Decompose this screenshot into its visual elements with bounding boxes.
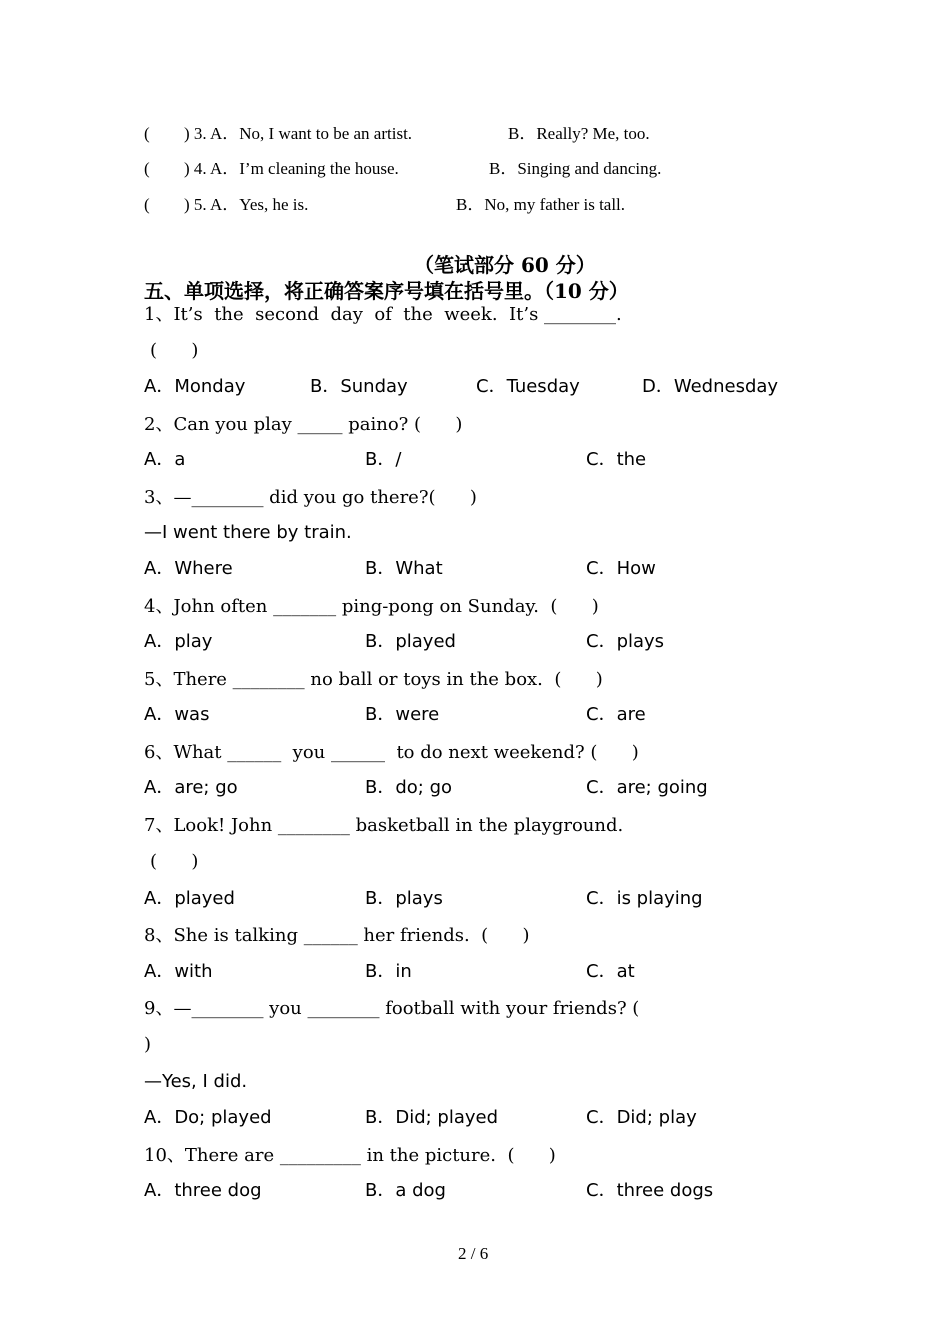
question-10-option-c: C．three dogs [586,1180,714,1201]
question-2-option-c: C．the [586,449,647,470]
question-1-option-b: B．Sunday [310,376,408,397]
question-3-text: 3、—________ did you go there?( ) [144,487,477,508]
written-part-title: （笔试部分 60 分） [414,253,596,277]
question-4-text: 4、John often _______ ping-pong on Sunday. ( ) [144,596,599,617]
question-7-text: 7、Look! John ________ basketball in the playground. [144,815,624,836]
page-number: 2 / 6 [458,1244,489,1263]
listening-q5-option-a: ) 5. A．Yes, he is. [184,195,309,214]
listening-q3-option-a: ) 3. A．No, I want to be an artist. [184,124,413,143]
question-3-reply: —I went there by train. [144,522,352,543]
listening-q5-paren: ( [144,195,150,214]
question-8-option-c: C．at [586,961,635,982]
question-5-option-c: C．are [586,704,646,725]
listening-q4-paren: ( [144,159,150,178]
question-3-option-b: B．What [365,558,443,579]
question-6-option-b: B．do; go [365,777,453,798]
question-10-option-b: B．a dog [365,1180,446,1201]
question-2-text: 2、Can you play _____ paino? ( ) [144,414,463,435]
question-6-option-a: A．are; go [144,777,238,798]
question-7-option-a: A．played [144,888,235,909]
question-9-paren-close: ) [144,1034,152,1055]
question-6-text: 6、What ______ you ______ to do next weekend? ( ) [144,742,639,763]
listening-q3-paren: ( [144,124,150,143]
question-4-option-c: C．plays [586,631,665,652]
question-1-option-d: D．Wednesday [642,376,779,397]
question-6-option-c: C．are; going [586,777,708,798]
listening-q4-option-a: ) 4. A．I’m cleaning the house. [184,159,399,178]
question-9-reply: —Yes, I did. [144,1071,248,1092]
listening-q3-option-b: B．Really? Me, too. [508,124,650,143]
question-9-option-b: B．Did; played [365,1107,499,1128]
question-1-paren: ( ) [150,340,199,361]
question-9-text: 9、—________ you ________ football with your friends? ( [144,998,640,1019]
section-five-title: 五、单项选择，将正确答案序号填在括号里。（10 分） [144,279,629,303]
question-1-option-a: A．Monday [144,376,246,397]
question-7-option-b: B．plays [365,888,443,909]
question-2-option-b: B．/ [365,449,402,470]
question-7-option-c: C．is playing [586,888,703,909]
question-10-text: 10、There are _________ in the picture. ( ) [144,1145,556,1166]
question-4-option-b: B．played [365,631,456,652]
question-4-option-a: A．play [144,631,213,652]
question-8-text: 8、She is talking ______ her friends. ( ) [144,925,530,946]
question-8-option-a: A．with [144,961,213,982]
question-1-text: 1、It’s the second day of the week. It’s ________. [144,304,622,325]
question-5-text: 5、There ________ no ball or toys in the box. ( ) [144,669,603,690]
question-5-option-b: B．were [365,704,440,725]
question-3-option-a: A．Where [144,558,233,579]
question-1-option-c: C．Tuesday [476,376,580,397]
question-8-option-b: B．in [365,961,412,982]
question-9-option-c: C．Did; play [586,1107,697,1128]
listening-q4-option-b: B．Singing and dancing. [489,159,662,178]
question-7-paren: ( ) [150,851,199,872]
question-3-option-c: C．How [586,558,656,579]
question-5-option-a: A．was [144,704,210,725]
question-2-option-a: A．a [144,449,186,470]
listening-q5-option-b: B．No, my father is tall. [456,195,626,214]
question-9-option-a: A．Do; played [144,1107,272,1128]
question-10-option-a: A．three dog [144,1180,262,1201]
